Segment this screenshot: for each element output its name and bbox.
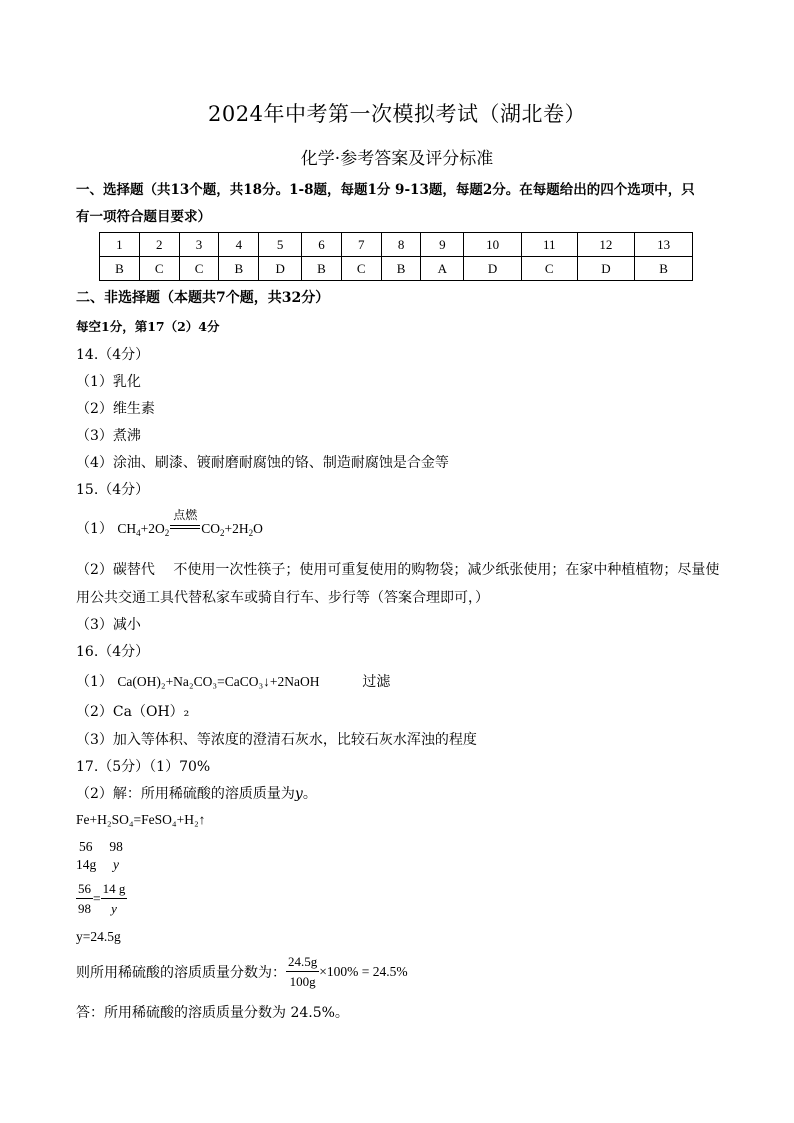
answer-table [99,232,693,281]
table-cell: C [139,257,179,281]
percent-prefix: 则所用稀硫酸的溶质质量分数为： [76,965,286,981]
q14-head: 14.（4分） [76,347,150,363]
table-cell: B [302,257,342,281]
eq-term: O [253,521,263,536]
q14-answer-4: （4）涂油、刷漆、镀耐磨耐腐蚀的铬、制造耐腐蚀是合金等 [76,455,449,471]
table-cell: D [259,257,302,281]
table-row-numbers [100,233,693,257]
table-cell: 6 [302,233,342,257]
q16-answer-1-prefix: （1） [76,674,113,690]
q16-answer-2: （2）Ca（OH）₂ [76,704,190,720]
fraction-denominator: y [111,901,117,916]
table-cell: 13 [635,233,693,257]
q15-head: 15.（4分） [76,482,150,498]
equals-double-line [170,525,200,529]
q17-answer-2 [76,783,317,803]
table-cell: 11 [521,233,577,257]
percent-fraction [286,954,319,990]
table-cell: C [341,257,381,281]
section1-heading [76,177,724,231]
section1-heading-line1: 一、选择题（共13个题，共18分。1-8题，每题1分 9-13题，每题2分。在每题给出的四个选项中，只 [76,182,695,198]
eq-subscript: 2 [164,528,170,538]
q15-answer-3: （3）减小 [76,617,141,633]
q15-answer-2-line1: （2）碳替代 不使用一次性筷子；使用可重复使用的购物袋；减少纸张使用；在家中种植植物；尽量使 [76,562,720,578]
table-cell: 8 [381,233,421,257]
q14-answer-3: （3）煮沸 [76,428,141,444]
table-cell: B [219,257,259,281]
table-cell: 12 [577,233,635,257]
table-cell: 7 [341,233,381,257]
eq-term: CO [201,521,221,536]
section2-note: 每空1分，第17（2）4分 [76,319,220,334]
table-cell: D [577,257,635,281]
fraction-numerator: 14 g [101,881,128,899]
q14-answer-2: （2）维生素 [76,401,155,417]
condition-label: 点燃 [173,508,198,522]
section2-heading: 二、非选择题（本题共7个题，共32分） [76,290,330,306]
table-cell: 2 [139,233,179,257]
q14-answer-1: （1）乳化 [76,374,141,390]
molar-mass-row: 56 98 [79,839,123,854]
q17-head: 17.（5分）（1）70% [76,759,211,775]
table-row-answers [100,257,693,281]
eq-subscript: 4 [136,528,141,538]
table-cell: 4 [219,233,259,257]
eq-term: +2H [224,521,249,536]
precipitation-equation: Ca(OH)₂+Na₂CO₃=CaCO₃↓+2NaOH [117,674,320,689]
table-cell: 1 [100,233,140,257]
page-subtitle: 化学·参考答案及评分标准 [300,149,494,169]
table-cell: A [421,257,464,281]
page-title: 2024年中考第一次模拟考试（湖北卷） [208,102,586,126]
table-cell: 3 [179,233,219,257]
fraction-left [76,881,93,917]
final-answer: 答：所用稀硫酸的溶质质量分数为 24.5%。 [76,1005,349,1021]
fraction-numerator: 56 [76,881,93,899]
combustion-equation [117,508,263,538]
table-cell: 5 [259,233,302,257]
percent-tail: ×100% = 24.5% [319,964,408,979]
eq-subscript: 2 [220,528,225,538]
q15-answer-2-line2: 用公共交通工具代替私家车或骑自行车、步行等（答案合理即可，） [76,590,489,606]
table-cell: 9 [421,233,464,257]
table-cell: D [464,257,522,281]
fraction-numerator: 24.5g [286,954,319,972]
fraction-denominator: 98 [78,901,91,916]
q16-answer-1 [76,671,390,691]
given-mass-row [76,857,119,873]
q15-answer-1 [76,508,263,538]
fraction-denominator: 100g [289,974,316,989]
proportion-equation [76,881,127,917]
table-cell: C [521,257,577,281]
percent-line [76,954,408,990]
q16-answer-3: （3）加入等体积、等浓度的澄清石灰水，比较石灰水浑浊的程度 [76,732,477,748]
q16-head: 16.（4分） [76,644,150,660]
eq-subscript: 2 [248,528,254,538]
table-cell: B [100,257,140,281]
table-cell: C [179,257,219,281]
given-mass: 14g [76,857,97,872]
q17-answer-2-end: 。 [302,786,317,802]
q16-answer-1-extra: 过滤 [362,674,391,690]
table-cell: 10 [464,233,522,257]
result-line: y=24.5g [76,929,121,944]
equals-sign: = [93,891,101,906]
q17-answer-2-text: （2）解：所用稀硫酸的溶质质量为 [76,786,295,802]
q17-variable: y [294,786,303,802]
eq-term: CH [117,521,137,536]
fraction-right [101,881,128,917]
iron-acid-equation: Fe+H₂SO₄=FeSO₄+H₂↑ [76,812,206,827]
table-cell: B [381,257,421,281]
eq-term: +2O [140,521,165,536]
q15-answer-1-prefix: （1） [76,521,113,537]
section1-heading-line2: 有一项符合题目要求） [76,209,211,225]
unknown-mass: y [113,857,119,872]
reaction-condition [170,508,200,537]
table-cell: B [635,257,693,281]
